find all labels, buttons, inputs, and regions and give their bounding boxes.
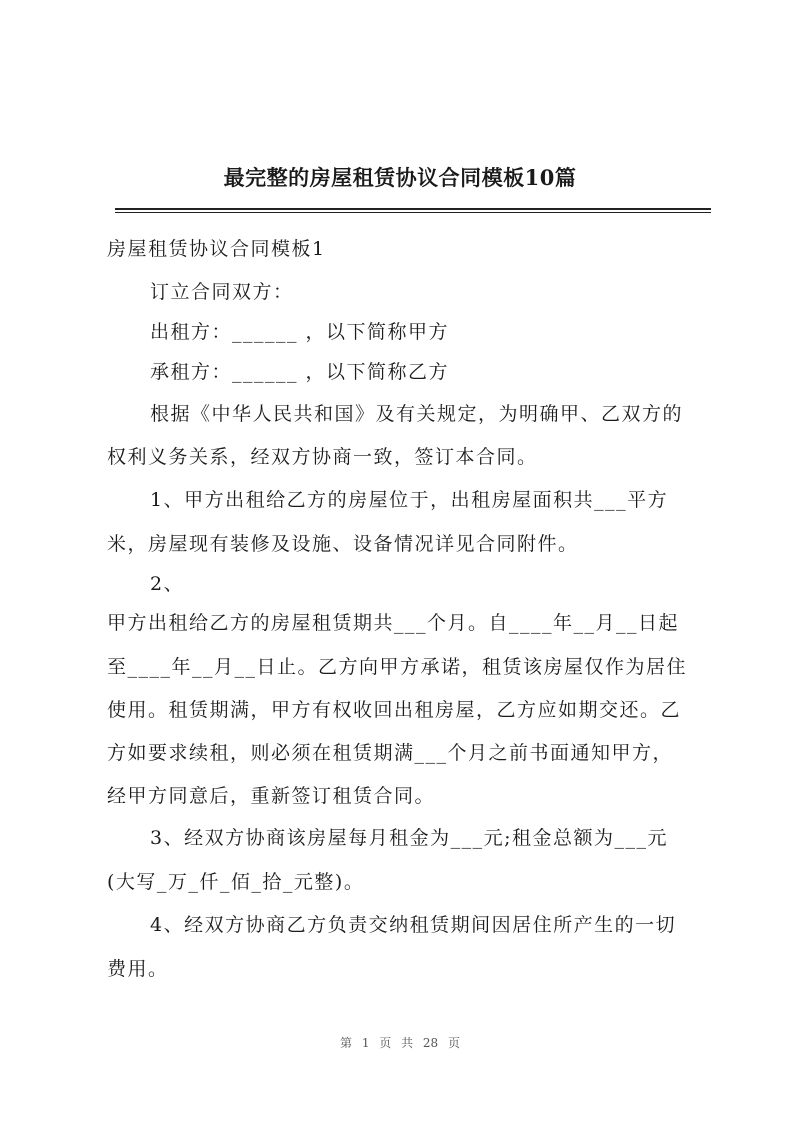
paragraph-line: 费用。 (107, 958, 169, 980)
paragraph-line: 方如要求续租，则必须在租赁期满___个月之前书面通知甲方， (107, 742, 674, 764)
paragraph-line: 至____年__月__日止。乙方向甲方承诺，租赁该房屋仅作为居住 (107, 656, 688, 678)
paragraph-line: 使用。租赁期满，甲方有权收回出租房屋，乙方应如期交还。乙 (107, 699, 682, 721)
paragraph-line: 经甲方同意后，重新签订租赁合同。 (107, 785, 436, 807)
paragraph-line: 承租方：______ ，以下简称乙方 (150, 361, 450, 383)
document-title: 最完整的房屋租赁协议合同模板10篇 (223, 165, 577, 190)
paragraph-line: 订立合同双方： (150, 281, 294, 303)
paragraph-line: 根据《中华人民共和国》及有关规定，为明确甲、乙双方的 (150, 403, 684, 425)
paragraph-line: 米，房屋现有装修及设施、设备情况详见合同附件。 (107, 533, 579, 555)
paragraph-line: 出租方：______ ，以下简称甲方 (150, 321, 450, 343)
paragraph-line: 1、甲方出租给乙方的房屋位于，出租房屋面积共___平方 (150, 489, 669, 511)
page-footer: 第 1 页 共 28 页 (340, 1036, 460, 1050)
paragraph-line: 甲方出租给乙方的房屋租赁期共___个月。自____年__月__日起 (107, 612, 680, 634)
paragraph-line: 2、 (150, 573, 185, 595)
paragraph-line: (大写_万_仟_佰_拾_元整)。 (107, 871, 365, 893)
paragraph-line: 3、经双方协商该房屋每月租金为___元;租金总额为___元 (150, 827, 668, 849)
paragraph-line: 4、经双方协商乙方负责交纳租赁期间因居住所产生的一切 (150, 914, 677, 936)
section-heading: 房屋租赁协议合同模板1 (107, 238, 326, 260)
paragraph-line: 权利义务关系，经双方协商一致，签订本合同。 (107, 446, 538, 468)
title-divider (115, 208, 711, 213)
